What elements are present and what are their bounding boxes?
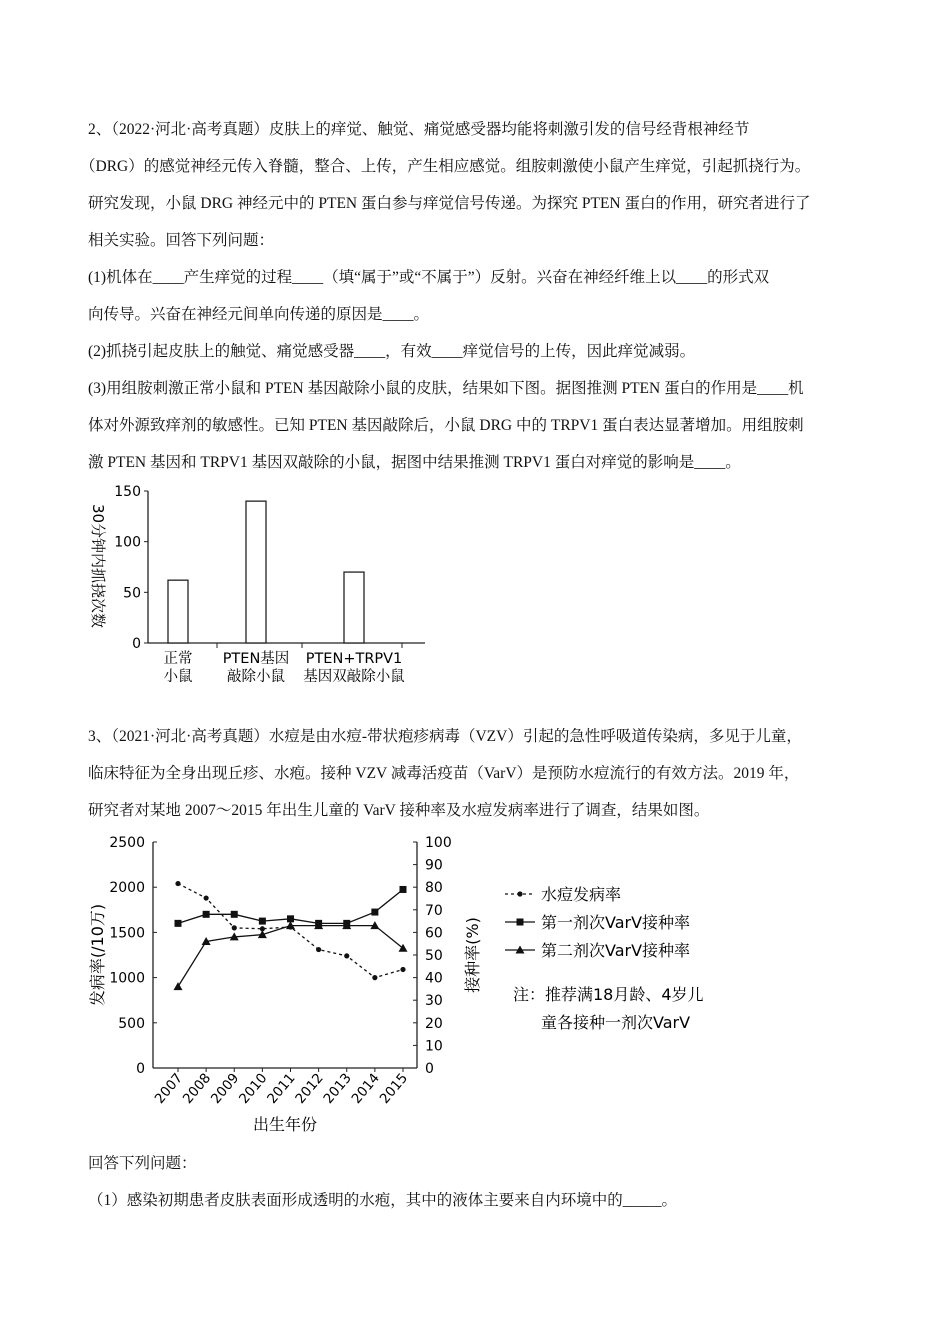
left-tick-label: 1000 xyxy=(109,970,145,987)
q2-line: 2、（2022·河北·高考真题）皮肤上的痒觉、触觉、痛觉感受器均能将刺激引发的信号经背根神经节 xyxy=(88,121,750,138)
dot-marker xyxy=(344,953,349,958)
q2-line: 体对外源致痒剂的敏感性。已知 PTEN 基因敲除后，小鼠 DRG 中的 TRPV1 蛋白表达显著增加。用组胺刺 xyxy=(88,417,804,434)
square-marker xyxy=(175,920,182,927)
q2-line: (1)机体在____产生痒觉的过程____（填“属于”或“不属于”）反射。兴奋在神经纤维上以____的形式双 xyxy=(88,269,770,286)
x-tick-label: 2010 xyxy=(236,1070,271,1107)
dot-marker xyxy=(316,947,321,952)
x-tick-label: 2013 xyxy=(320,1070,355,1107)
right-tick-label: 90 xyxy=(425,857,443,874)
series-line xyxy=(178,926,403,987)
right-tick-label: 40 xyxy=(425,970,443,987)
series-square xyxy=(175,886,407,927)
left-tick-label: 0 xyxy=(136,1061,145,1077)
left-tick-label: 2500 xyxy=(109,835,145,851)
bar xyxy=(168,580,188,643)
line-chart xyxy=(85,828,735,1138)
q3-line: 研究者对某地 2007～2015 年出生儿童的 VarV 接种率及水痘发病率进行了调查，结果如图。 xyxy=(88,802,710,819)
legend-label: 第一剂次VarV接种率 xyxy=(541,913,691,932)
square-marker xyxy=(517,919,524,926)
right-tick-label: 70 xyxy=(425,902,443,919)
dot-marker xyxy=(372,975,377,980)
legend-label: 水痘发病率 xyxy=(541,885,622,904)
y-tick-label: 100 xyxy=(114,534,141,551)
x-tick-label: 2008 xyxy=(179,1070,215,1107)
right-tick-label: 20 xyxy=(425,1015,443,1032)
q3-after-line: （1）感染初期患者皮肤表面形成透明的水疱，其中的液体主要来自内环境中的_____。 xyxy=(88,1192,678,1209)
q3-line: 3、（2021·河北·高考真题）水痘是由水痘-带状疱疹病毒（VZV）引起的急性呼吸道传染病，多见于儿童， xyxy=(88,728,802,745)
x-tick-label: 正常 xyxy=(163,651,193,667)
q2-line: (3)用组胺刺激正常小鼠和 PTEN 基因敲除小鼠的皮肤，结果如下图。据图推测 PTEN 蛋白的作用是____机 xyxy=(88,380,804,397)
question-2-text xyxy=(80,111,868,481)
y-axis-label: 30分钟内抓挠次数 xyxy=(89,503,107,629)
square-marker xyxy=(203,911,210,918)
x-tick-label: 2015 xyxy=(376,1070,412,1107)
x-tick-label: 敲除小鼠 xyxy=(227,669,285,685)
q2-line: 研究发现，小鼠 DRG 神经元中的 PTEN 蛋白参与痒觉信号传递。为探究 PTEN 蛋白的作用，研究者进行了 xyxy=(88,195,811,212)
q2-line: 相关实验。回答下列问题： xyxy=(88,232,275,249)
x-tick-label: 2014 xyxy=(348,1070,383,1107)
chart-note: 注：推荐满18月龄、4岁儿 xyxy=(513,985,704,1004)
square-marker xyxy=(371,909,378,916)
x-tick-label: 2007 xyxy=(151,1070,187,1107)
q2-line: （DRG）的感觉神经元传入脊髓，整合、上传，产生相应感觉。组胺刺激使小鼠产生痒觉，引起抓挠行为。 xyxy=(80,158,811,175)
q3-after-line: 回答下列问题： xyxy=(88,1155,197,1172)
right-tick-label: 10 xyxy=(425,1038,443,1055)
question-3-followup xyxy=(88,1145,868,1219)
left-tick-label: 2000 xyxy=(109,880,145,897)
x-tick-label: 小鼠 xyxy=(163,669,193,685)
legend-label: 第二剂次VarV接种率 xyxy=(541,941,691,960)
x-axis-label: 出生年份 xyxy=(252,1115,318,1134)
series-dot xyxy=(175,881,405,980)
right-tick-label: 60 xyxy=(425,925,443,942)
square-marker xyxy=(400,886,407,893)
y-tick-label: 150 xyxy=(114,484,141,500)
right-tick-label: 100 xyxy=(425,835,452,851)
square-marker xyxy=(259,918,266,925)
q2-line: 激 PTEN 基因和 TRPV1 基因双敲除的小鼠，据图中结果推测 TRPV1 蛋白对痒觉的影响是____。 xyxy=(88,454,741,471)
bar xyxy=(246,501,266,643)
square-marker xyxy=(231,911,238,918)
right-axis-label: 接种率(%) xyxy=(463,917,482,993)
chart-note: 童各接种一剂次VarV xyxy=(541,1013,691,1032)
left-axis-label: 发病率(/10万) xyxy=(88,903,107,1007)
right-tick-label: 50 xyxy=(425,948,443,964)
x-tick-label: PTEN+TRPV1 xyxy=(305,651,403,667)
left-tick-label: 1500 xyxy=(109,925,145,942)
bar xyxy=(344,572,364,643)
x-tick-label: 2009 xyxy=(207,1070,243,1107)
dot-marker xyxy=(175,881,180,886)
q2-line: (2)抓挠引起皮肤上的触觉、痛觉感受器____，有效____痒觉信号的上传，因此痒觉减弱。 xyxy=(88,343,696,360)
dot-marker xyxy=(232,925,237,930)
question-3-text xyxy=(88,718,868,829)
q3-line: 临床特征为全身出现丘疹、水疱。接种 VZV 减毒活疫苗（VarV）是预防水痘流行的有效方法。2019 年， xyxy=(88,765,800,782)
y-tick-label: 50 xyxy=(123,585,141,602)
dot-marker xyxy=(400,967,405,972)
dot-marker xyxy=(204,895,209,900)
right-tick-label: 30 xyxy=(425,993,443,1010)
left-tick-label: 500 xyxy=(118,1015,145,1032)
x-tick-label: PTEN基因 xyxy=(222,651,290,667)
right-tick-label: 0 xyxy=(425,1061,434,1077)
dot-marker xyxy=(517,891,522,896)
series-triangle xyxy=(174,921,408,990)
x-tick-label: 基因双敲除小鼠 xyxy=(303,669,405,685)
y-tick-label: 0 xyxy=(132,636,141,652)
x-tick-label: 2012 xyxy=(292,1070,327,1107)
right-tick-label: 80 xyxy=(425,880,443,897)
q2-line: 向传导。兴奋在神经元间单向传递的原因是____。 xyxy=(88,306,430,323)
triangle-marker xyxy=(174,982,183,990)
bar-chart xyxy=(80,478,440,693)
x-tick-label: 2011 xyxy=(264,1070,299,1107)
series-line xyxy=(178,884,403,978)
